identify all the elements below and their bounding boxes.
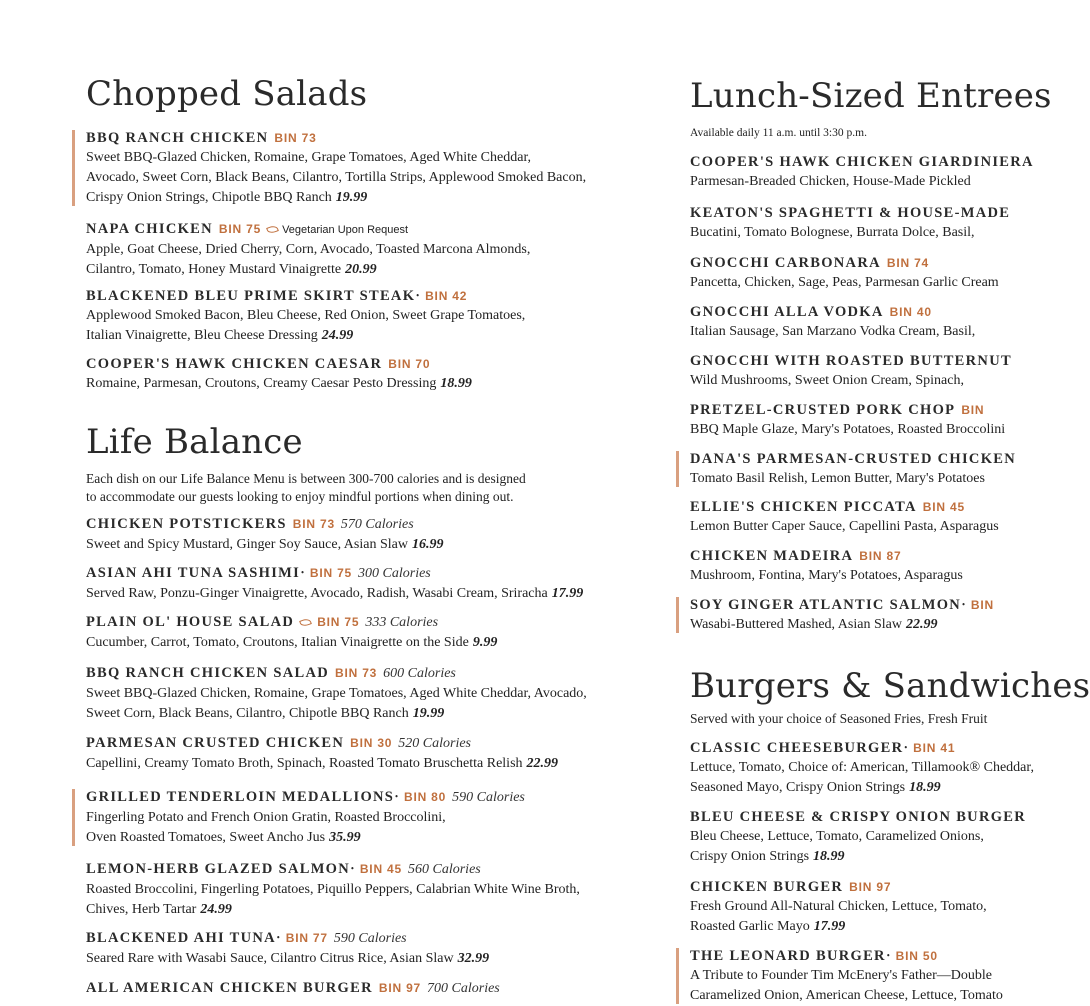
menu-item: BBQ RANCH CHICKEN SALAD BIN 73 600 Calories Sweet BBQ-Glazed Chicken, Romaine, Grape Tomatoes, Aged White Cheddar, Avocado, Sweet Corn, Black Beans, Cilantro, Chipotle BBQ Ranch 19.99	[86, 665, 587, 721]
price: 18.99	[440, 376, 472, 391]
menu-item: COOPER'S HAWK CHICKEN CAESAR BIN 70 Romaine, Parmesan, Croutons, Creamy Caesar Pesto Dressing 18.99	[86, 356, 472, 391]
lunch-intro: Available daily 11 a.m. until 3:30 p.m.	[690, 127, 867, 139]
menu-item: ALL AMERICAN CHICKEN BURGER BIN 97 700 Calories	[86, 980, 500, 996]
price: 18.99	[813, 849, 845, 864]
price: 17.99	[551, 586, 584, 601]
menu-item: PARMESAN CRUSTED CHICKEN BIN 30 520 Calories Capellini, Creamy Tomato Broth, Spinach, Roasted Tomato Bruschetta Relish 22.99	[86, 735, 559, 771]
menu-item: NAPA CHICKEN BIN 75 Vegetarian Upon Request Apple, Goat Cheese, Dried Cherry, Corn, Avocado, Toasted Marcona Almonds, Cilantro, Tomato, Honey Mustard Vinaigrette 20.99	[86, 221, 531, 277]
menu-item: THE LEONARD BURGER• BIN 50 A Tribute to Founder Tim McEnery's Father—Double Caramelized Onion, American Cheese, Lettuce, Tomato	[690, 946, 1050, 1006]
vegetarian-leaf-icon	[266, 225, 279, 235]
lunch-sized-entrees-heading: Lunch-Sized Entrees	[690, 76, 1052, 116]
menu-item: CHICKEN MADEIRA BIN 87 Mushroom, Fontina, Mary's Potatoes, Asparagus	[690, 548, 963, 583]
menu-item: DANA'S PARMESAN-CRUSTED CHICKEN Tomato Basil Relish, Lemon Butter, Mary's Potatoes	[690, 449, 1050, 489]
price: 32.99	[457, 951, 490, 966]
menu-item: CLASSIC CHEESEBURGER• BIN 41 Lettuce, Tomato, Choice of: American, Tillamook® Cheddar, Seasoned Mayo, Crispy Onion Strings 18.99	[690, 740, 1034, 795]
price: 17.99	[813, 919, 846, 934]
price: 20.99	[345, 262, 377, 277]
price: 18.99	[909, 780, 941, 795]
price: 16.99	[411, 537, 444, 552]
burgers-intro: Served with your choice of Seasoned Fries, Fresh Fruit	[690, 711, 988, 726]
menu-item: CHICKEN POTSTICKERS BIN 73 570 Calories Sweet and Spicy Mustard, Ginger Soy Sauce, Asian Slaw 16.99	[86, 516, 444, 552]
menu-item: GNOCCHI WITH ROASTED BUTTERNUT Wild Mushrooms, Sweet Onion Cream, Spinach,	[690, 353, 1012, 388]
price: 35.99	[329, 830, 361, 845]
chopped-salads-heading: Chopped Salads	[86, 74, 368, 114]
price: 19.99	[335, 190, 368, 205]
menu-item: BBQ RANCH CHICKEN BIN 73 Sweet BBQ-Glazed Chicken, Romaine, Grape Tomatoes, Aged White Cheddar, Avocado, Sweet Corn, Black Beans, Cilantro, Tortilla Strips, Applewood Smoked Bacon, Crispy Onion Strings, Chipotle BBQ Ranch 19.99	[86, 128, 706, 208]
menu-item: BLEU CHEESE & CRISPY ONION BURGER Bleu Cheese, Lettuce, Tomato, Caramelized Onions, Crispy Onion Strings 18.99	[690, 809, 1027, 864]
price: 24.99	[321, 328, 354, 343]
price: 19.99	[412, 706, 445, 721]
price: 24.99	[200, 902, 232, 917]
vegetarian-leaf-icon	[299, 618, 312, 628]
menu-item: LEMON-HERB GLAZED SALMON• BIN 45 560 Calories Roasted Broccolini, Fingerling Potatoes, Piquillo Peppers, Calabrian White Wine Broth, Chives, Herb Tartar 24.99	[86, 861, 580, 917]
burgers-sandwiches-heading: Burgers & Sandwiches	[690, 666, 1090, 706]
menu-item: BLACKENED BLEU PRIME SKIRT STEAK• BIN 42 Applewood Smoked Bacon, Bleu Cheese, Red Onion, Sweet Grape Tomatoes, Italian Vinaigrette, Bleu Cheese Dressing 24.99	[86, 288, 526, 343]
menu-item: GNOCCHI ALLA VODKA BIN 40 Italian Sausage, San Marzano Vodka Cream, Basil,	[690, 304, 976, 339]
menu-item: SOY GINGER ATLANTIC SALMON• BIN Wasabi-Buttered Mashed, Asian Slaw 22.99	[690, 595, 1050, 635]
menu-item: ELLIE'S CHICKEN PICCATA BIN 45 Lemon Butter Caper Sauce, Capellini Pasta, Asparagus	[690, 499, 999, 534]
menu-item: KEATON'S SPAGHETTI & HOUSE-MADE Bucatini, Tomato Bolognese, Burrata Dolce, Basil,	[690, 205, 1011, 240]
menu-item: COOPER'S HAWK CHICKEN GIARDINIERA Parmesan-Breaded Chicken, House-Made Pickled	[690, 154, 1034, 189]
menu-item: PLAIN OL' HOUSE SALAD BIN 75 333 Calories Cucumber, Carrot, Tomato, Croutons, Italian Vinaigrette on the Side 9.99	[86, 614, 498, 650]
menu-item: GRILLED TENDERLOIN MEDALLIONS• BIN 80 590 Calories Fingerling Potato and French Onion Gratin, Roasted Broccolini, Oven Roasted Tomatoes, Sweet Ancho Jus 35.99	[86, 787, 706, 848]
life-balance-heading: Life Balance	[86, 422, 303, 462]
price: 9.99	[472, 635, 498, 650]
menu-item: PRETZEL-CRUSTED PORK CHOP BIN BBQ Maple Glaze, Mary's Potatoes, Roasted Broccolini	[690, 402, 1006, 437]
life-balance-intro: Each dish on our Life Balance Menu is between 300-700 calories and is designed to accommodate our guests looking to enjoy mindful portions when dining out.	[86, 471, 526, 504]
price: 22.99	[526, 756, 559, 771]
price: 22.99	[905, 617, 938, 632]
menu-item: CHICKEN BURGER BIN 97 Fresh Ground All-Natural Chicken, Lettuce, Tomato, Roasted Garlic Mayo 17.99	[690, 879, 987, 934]
menu-item: GNOCCHI CARBONARA BIN 74 Pancetta, Chicken, Sage, Peas, Parmesan Garlic Cream	[690, 255, 999, 290]
menu-item: ASIAN AHI TUNA SASHIMI• BIN 75 300 Calories Served Raw, Ponzu-Ginger Vinaigrette, Avocado, Radish, Wasabi Cream, Sriracha 17.99	[86, 565, 584, 601]
menu-item: BLACKENED AHI TUNA• BIN 77 590 Calories Seared Rare with Wasabi Sauce, Cilantro Citrus Rice, Asian Slaw 32.99	[86, 930, 490, 966]
